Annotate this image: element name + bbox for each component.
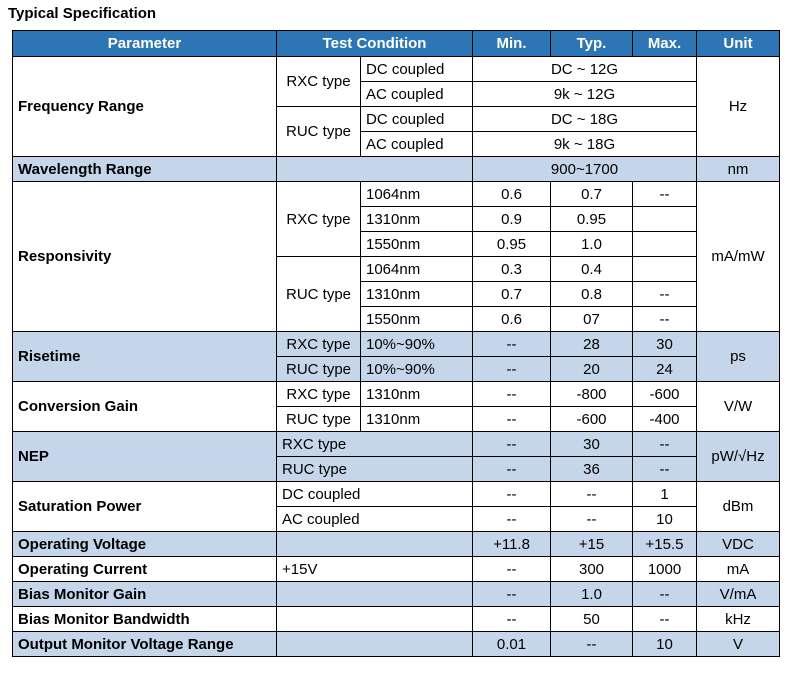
typ-cell: 300 [551, 557, 633, 582]
condition-cell: 1310nm [361, 207, 473, 232]
max-cell: 10 [633, 507, 697, 532]
table-row [13, 332, 780, 357]
type-cell: RXC type [277, 182, 361, 257]
max-cell: -- [633, 307, 697, 332]
min-cell: -- [473, 507, 551, 532]
min-cell: -- [473, 457, 551, 482]
unit-cell: kHz [697, 607, 780, 632]
param-wavelength-range: Wavelength Range [13, 157, 277, 182]
condition-cell: AC coupled [361, 132, 473, 157]
min-cell: 0.9 [473, 207, 551, 232]
typ-cell: -800 [551, 382, 633, 407]
type-cell: RUC type [277, 407, 361, 432]
condition-cell: RUC type [277, 457, 473, 482]
param-operating-current: Operating Current [13, 557, 277, 582]
type-cell: RXC type [277, 57, 361, 107]
typ-cell: +15 [551, 532, 633, 557]
condition-cell: 1064nm [361, 182, 473, 207]
typ-cell: 0.7 [551, 182, 633, 207]
param-output-monitor-voltage-range: Output Monitor Voltage Range [13, 632, 277, 657]
header-max: Max. [633, 31, 697, 57]
condition-cell: 1064nm [361, 257, 473, 282]
min-cell: 0.01 [473, 632, 551, 657]
max-cell: 1000 [633, 557, 697, 582]
min-cell: 0.7 [473, 282, 551, 307]
typ-cell: -- [551, 507, 633, 532]
max-cell: 30 [633, 332, 697, 357]
max-cell: 24 [633, 357, 697, 382]
condition-cell: RXC type [277, 432, 473, 457]
type-cell: RXC type [277, 382, 361, 407]
min-cell: 0.95 [473, 232, 551, 257]
min-cell: -- [473, 607, 551, 632]
param-bias-monitor-bandwidth: Bias Monitor Bandwidth [13, 607, 277, 632]
typ-cell: 0.4 [551, 257, 633, 282]
min-cell: -- [473, 382, 551, 407]
table-row [13, 57, 780, 82]
condition-cell: DC coupled [277, 482, 473, 507]
max-cell: 1 [633, 482, 697, 507]
condition-cell: +15V [277, 557, 473, 582]
condition-cell: 10%~90% [361, 357, 473, 382]
condition-cell [277, 157, 473, 182]
table-row [13, 632, 780, 657]
unit-cell: VDC [697, 532, 780, 557]
min-cell: -- [473, 557, 551, 582]
max-cell: -- [633, 607, 697, 632]
min-cell: +11.8 [473, 532, 551, 557]
header-parameter: Parameter [13, 31, 277, 57]
condition-cell [277, 582, 473, 607]
table-row [13, 482, 780, 507]
param-conversion-gain: Conversion Gain [13, 382, 277, 432]
value-cell: DC ~ 12G [473, 57, 697, 82]
typ-cell: -- [551, 482, 633, 507]
type-cell: RUC type [277, 107, 361, 157]
typ-cell: 30 [551, 432, 633, 457]
typ-cell: 20 [551, 357, 633, 382]
typ-cell: 50 [551, 607, 633, 632]
table-row [13, 557, 780, 582]
header-test-condition: Test Condition [277, 31, 473, 57]
typ-cell: 07 [551, 307, 633, 332]
specification-table [12, 30, 780, 657]
table-row [13, 532, 780, 557]
table-row [13, 157, 780, 182]
max-cell: -- [633, 432, 697, 457]
unit-cell: mA/mW [697, 182, 780, 332]
param-bias-monitor-gain: Bias Monitor Gain [13, 582, 277, 607]
max-cell [633, 232, 697, 257]
table-row [13, 607, 780, 632]
unit-cell: dBm [697, 482, 780, 532]
type-cell: RUC type [277, 357, 361, 382]
unit-cell: V/W [697, 382, 780, 432]
unit-cell: mA [697, 557, 780, 582]
typ-cell: -600 [551, 407, 633, 432]
table-row [13, 582, 780, 607]
condition-cell: AC coupled [361, 82, 473, 107]
condition-cell: 1550nm [361, 232, 473, 257]
table-row [13, 182, 780, 207]
condition-cell: DC coupled [361, 57, 473, 82]
min-cell: -- [473, 582, 551, 607]
table-row [13, 382, 780, 407]
min-cell: -- [473, 332, 551, 357]
condition-cell: 1310nm [361, 382, 473, 407]
typ-cell: 0.95 [551, 207, 633, 232]
header-row [13, 31, 780, 57]
param-nep: NEP [13, 432, 277, 482]
max-cell: -600 [633, 382, 697, 407]
condition-cell: AC coupled [277, 507, 473, 532]
max-cell: -- [633, 582, 697, 607]
min-cell: 0.6 [473, 182, 551, 207]
param-risetime: Risetime [13, 332, 277, 382]
typ-cell: 36 [551, 457, 633, 482]
unit-cell: nm [697, 157, 780, 182]
condition-cell: 1310nm [361, 407, 473, 432]
param-saturation-power: Saturation Power [13, 482, 277, 532]
header-min: Min. [473, 31, 551, 57]
max-cell: 10 [633, 632, 697, 657]
param-frequency-range: Frequency Range [13, 57, 277, 157]
unit-cell: V [697, 632, 780, 657]
value-cell: 900~1700 [473, 157, 697, 182]
max-cell: -- [633, 182, 697, 207]
max-cell [633, 207, 697, 232]
min-cell: -- [473, 407, 551, 432]
condition-cell: 1310nm [361, 282, 473, 307]
type-cell: RXC type [277, 332, 361, 357]
param-responsivity: Responsivity [13, 182, 277, 332]
condition-cell: DC coupled [361, 107, 473, 132]
min-cell: 0.6 [473, 307, 551, 332]
max-cell: -400 [633, 407, 697, 432]
table-row [13, 432, 780, 457]
condition-cell [277, 632, 473, 657]
min-cell: -- [473, 357, 551, 382]
unit-cell: V/mA [697, 582, 780, 607]
condition-cell [277, 532, 473, 557]
min-cell: 0.3 [473, 257, 551, 282]
typ-cell: -- [551, 632, 633, 657]
header-unit: Unit [697, 31, 780, 57]
condition-cell [277, 607, 473, 632]
typ-cell: 0.8 [551, 282, 633, 307]
typ-cell: 1.0 [551, 582, 633, 607]
value-cell: 9k ~ 12G [473, 82, 697, 107]
max-cell [633, 257, 697, 282]
max-cell: -- [633, 282, 697, 307]
max-cell: +15.5 [633, 532, 697, 557]
unit-cell: ps [697, 332, 780, 382]
unit-cell: pW/√Hz [697, 432, 780, 482]
value-cell: DC ~ 18G [473, 107, 697, 132]
unit-cell: Hz [697, 57, 780, 157]
typ-cell: 1.0 [551, 232, 633, 257]
condition-cell: 1550nm [361, 307, 473, 332]
condition-cell: 10%~90% [361, 332, 473, 357]
max-cell: -- [633, 457, 697, 482]
param-operating-voltage: Operating Voltage [13, 532, 277, 557]
typ-cell: 28 [551, 332, 633, 357]
value-cell: 9k ~ 18G [473, 132, 697, 157]
header-typ: Typ. [551, 31, 633, 57]
min-cell: -- [473, 432, 551, 457]
table-title: Typical Specification [8, 5, 157, 22]
type-cell: RUC type [277, 257, 361, 332]
min-cell: -- [473, 482, 551, 507]
